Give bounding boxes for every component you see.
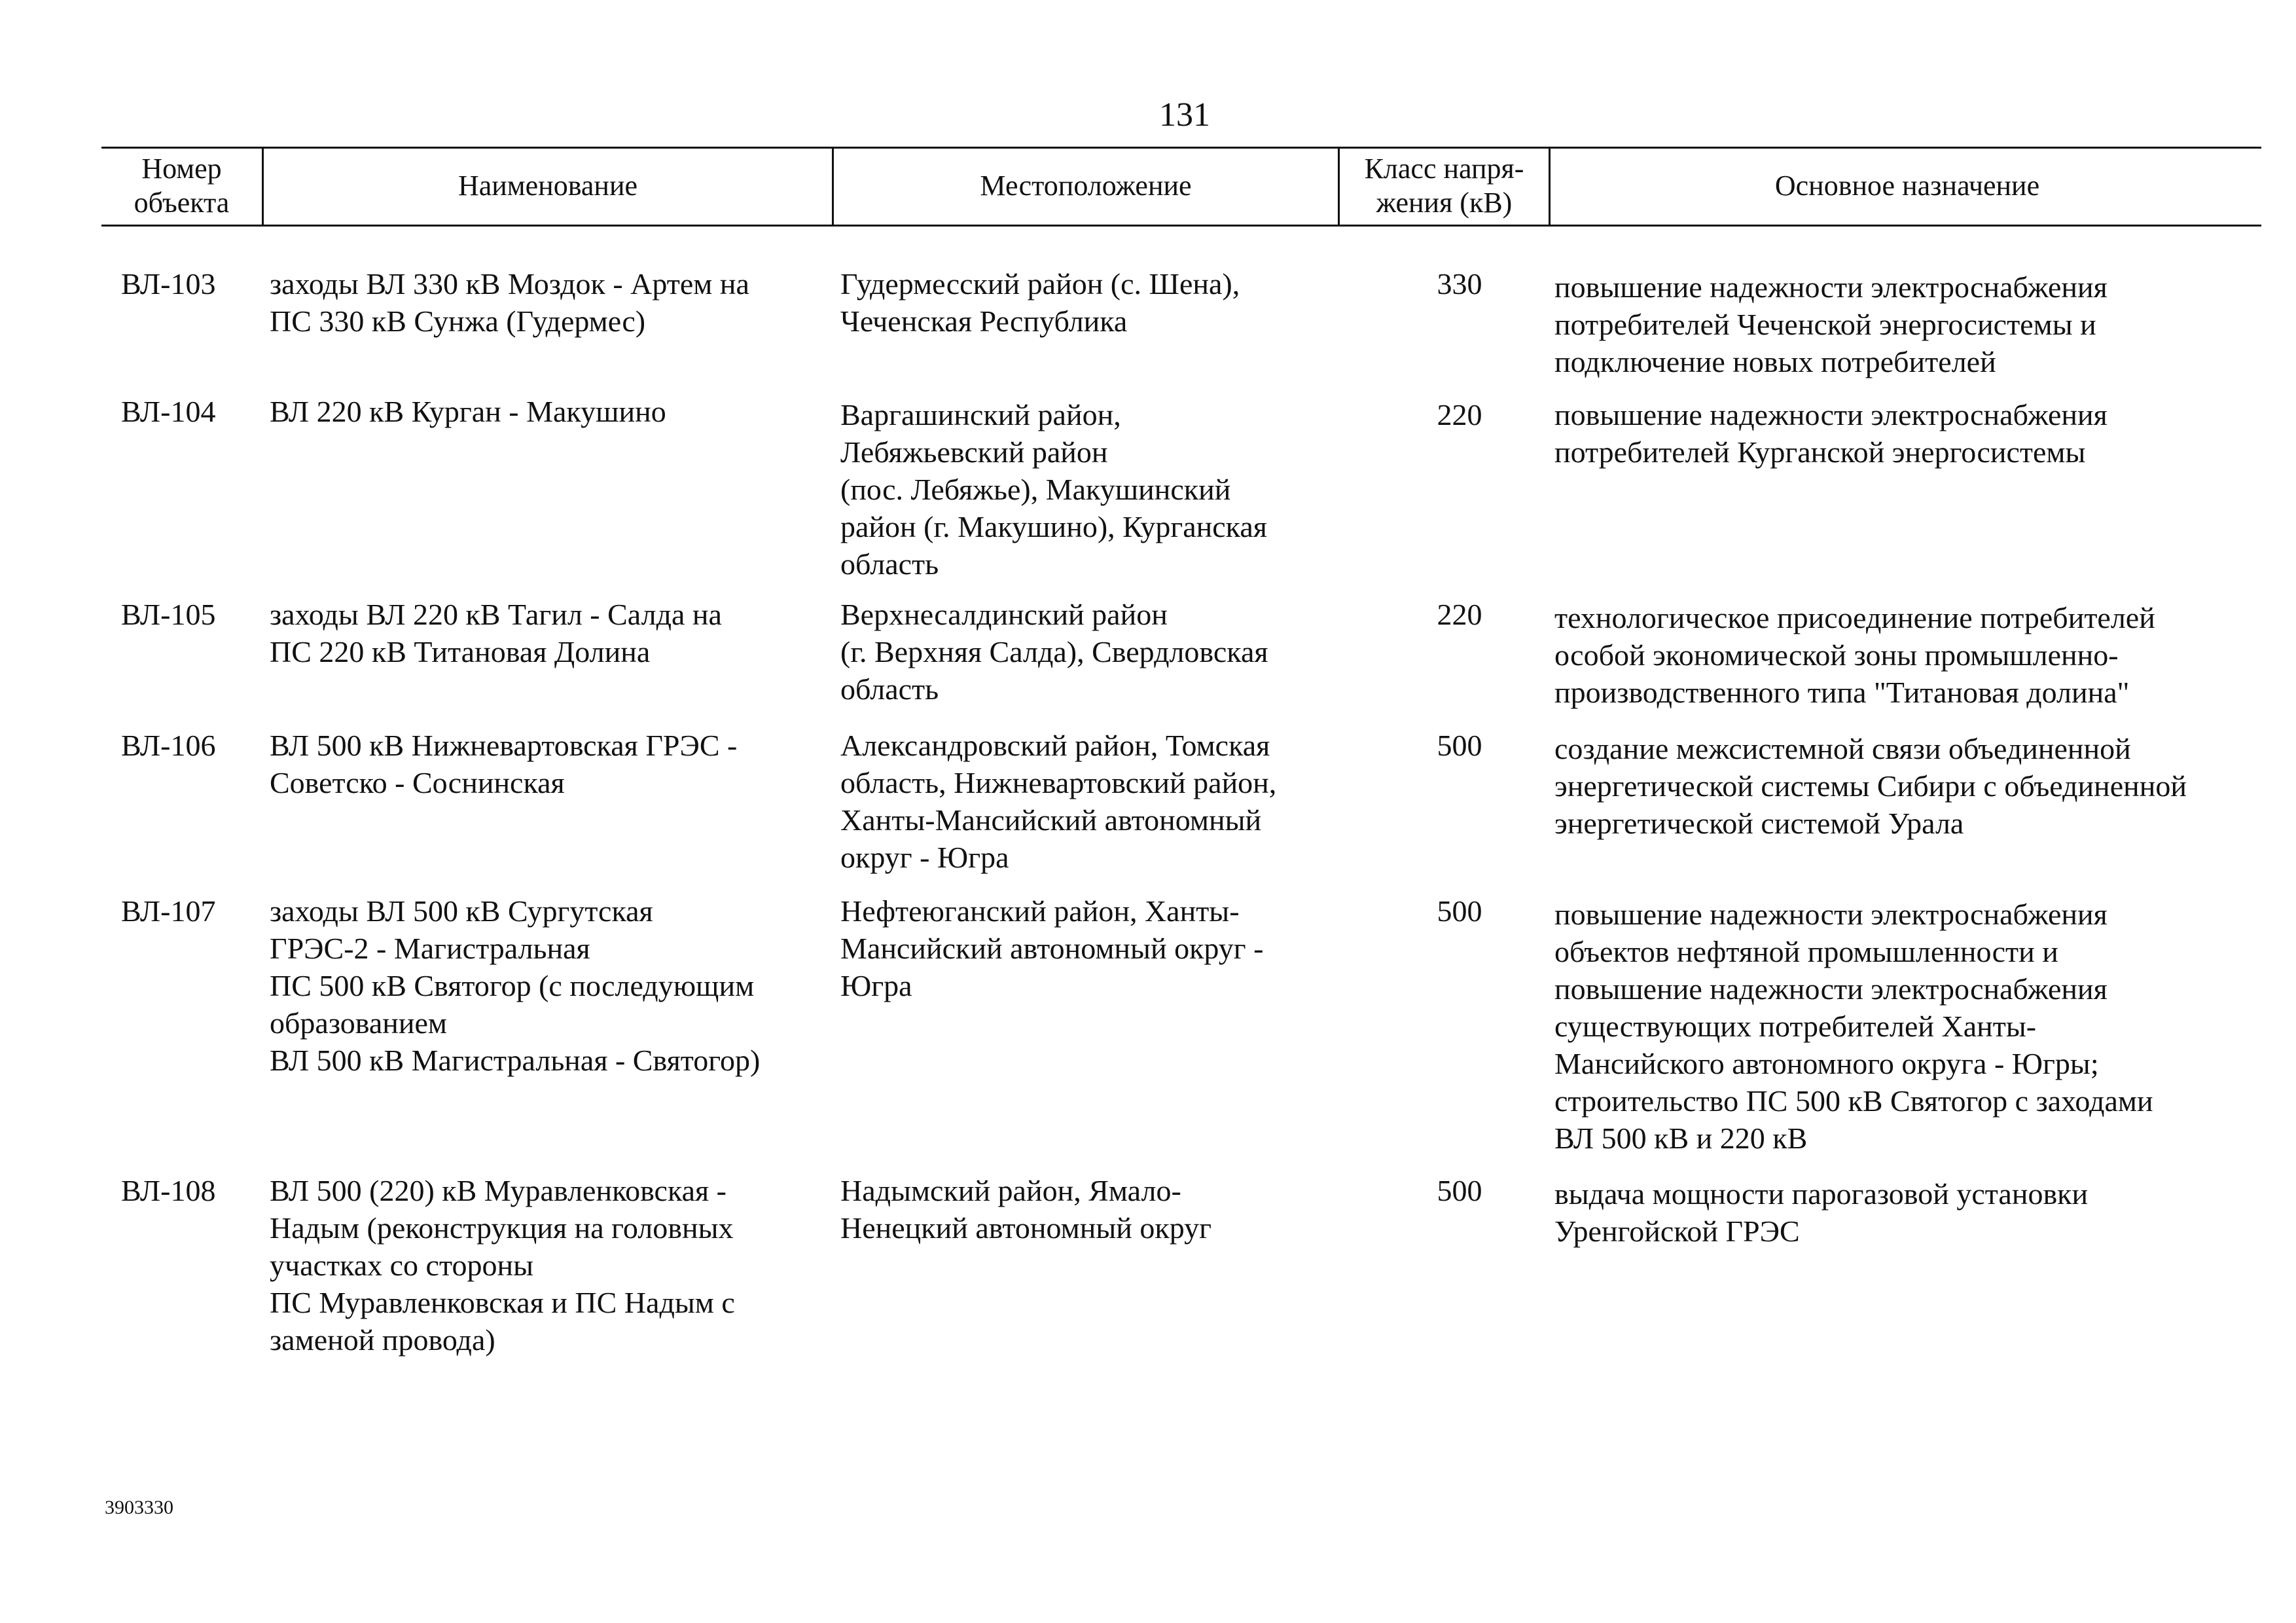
row-purpose: повышение надежности электроснабжения потребителей Чеченской энергосистемы и подключение новых потребителей bbox=[1554, 270, 2108, 378]
column-header-location: Местоположение bbox=[980, 170, 1192, 202]
row-location: Верхнесалдинский район (г. Верхняя Салда), Свердловская область bbox=[840, 598, 1268, 706]
row-voltage: 500 bbox=[1437, 729, 1482, 762]
row-number: ВЛ-105 bbox=[121, 598, 216, 631]
row-voltage: 500 bbox=[1437, 894, 1482, 928]
row-location: Александровский район, Томская область, Нижневартовский район, Ханты-Мансийский автономный округ - Югра bbox=[840, 729, 1277, 874]
column-header-voltage: Класс напря- жения (кВ) bbox=[1364, 153, 1524, 219]
document-code: 3903330 bbox=[105, 1497, 173, 1518]
row-location: Надымский район, Ямало- Ненецкий автономный округ bbox=[840, 1174, 1211, 1245]
row-purpose: повышение надежности электроснабжения объектов нефтяной промышленности и повышение надежности электроснабжения существующих потребителей Ханты- Мансийского автономного округа - Югры; строительство ПС 500 кВ Святогор с заходами ВЛ 500 кВ и 220 кВ bbox=[1554, 898, 2153, 1155]
row-purpose: выдача мощности парогазовой установки Уренгойской ГРЭС bbox=[1554, 1177, 2089, 1248]
row-voltage: 330 bbox=[1437, 267, 1482, 301]
row-name: ВЛ 220 кВ Курган - Макушино bbox=[270, 395, 666, 428]
row-number: ВЛ-108 bbox=[121, 1174, 216, 1207]
row-name: ВЛ 500 кВ Нижневартовская ГРЭС - Советско - Соснинская bbox=[270, 729, 738, 799]
row-purpose: повышение надежности электроснабжения потребителей Курганской энергосистемы bbox=[1554, 398, 2108, 469]
row-name: заходы ВЛ 330 кВ Моздок - Артем на ПС 330 кВ Сунжа (Гудермес) bbox=[270, 267, 749, 338]
row-name: заходы ВЛ 220 кВ Тагил - Салда на ПС 220 кВ Титановая Долина bbox=[270, 598, 722, 668]
header-bottom-border bbox=[101, 225, 2261, 227]
row-voltage: 220 bbox=[1437, 598, 1482, 631]
row-location: Нефтеюганский район, Ханты- Мансийский автономный округ - Югра bbox=[840, 894, 1264, 1002]
row-location: Варгашинский район, Лебяжьевский район (пос. Лебяжье), Макушинский район (г. Макушино), Курганская область bbox=[840, 398, 1267, 581]
column-header-name: Наименование bbox=[457, 170, 638, 202]
row-name: ВЛ 500 (220) кВ Муравленковская - Надым (реконструкция на головных участках со стороны ПС Муравленковская и ПС Надым с заменой провода) bbox=[270, 1174, 735, 1357]
row-purpose: создание межсистемной связи объединенной энергетической системы Сибири с объединенной энергетической системой Урала bbox=[1554, 732, 2187, 840]
row-number: ВЛ-107 bbox=[121, 894, 216, 928]
column-header-purpose: Основное назначение bbox=[1774, 170, 2040, 202]
row-number: ВЛ-106 bbox=[121, 729, 216, 762]
row-purpose: технологическое присоединение потребителей особой экономической зоны промышленно- производственного типа "Титановая долина" bbox=[1554, 601, 2155, 709]
row-voltage: 500 bbox=[1437, 1174, 1482, 1207]
column-header-number: Номер объекта bbox=[134, 153, 230, 219]
page-number: 131 bbox=[1159, 96, 1210, 134]
row-voltage: 220 bbox=[1437, 398, 1482, 431]
row-number: ВЛ-104 bbox=[121, 395, 216, 428]
row-location: Гудермесский район (с. Шена), Чеченская Республика bbox=[840, 267, 1240, 338]
row-number: ВЛ-103 bbox=[121, 267, 216, 301]
row-name: заходы ВЛ 500 кВ Сургутская ГРЭС-2 - Магистральная ПС 500 кВ Святогор (с последующим образованием ВЛ 500 кВ Магистральная - Святогор) bbox=[270, 894, 761, 1077]
